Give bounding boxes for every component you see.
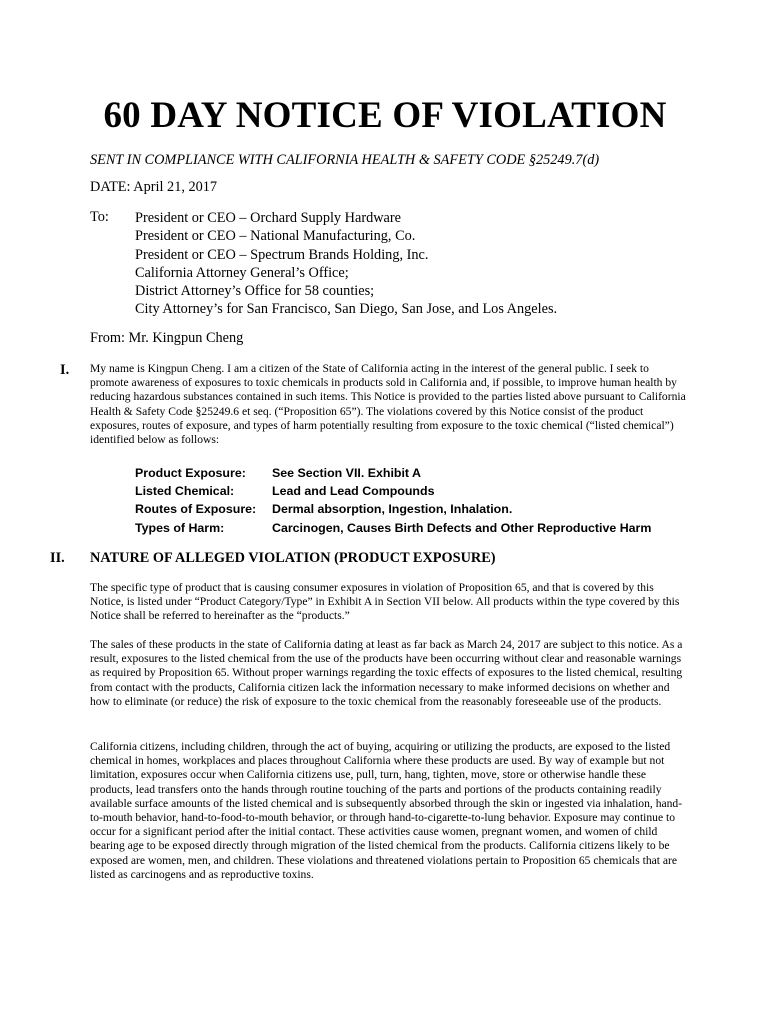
summary-value: Lead and Lead Compounds xyxy=(272,484,435,499)
section-1-number: I. xyxy=(60,362,70,378)
summary-key: Routes of Exposure: xyxy=(135,502,257,517)
summary-key: Product Exposure: xyxy=(135,466,246,480)
section-2-paragraph: The specific type of product that is causing consumer exposures in violation of Proposition 65, and that is covered by this Notice, is listed under “Product Category/Type” in Exhibit A in Section VII below. All products within the type covered by this Notice shall be referred to hereinafter as the “products.” xyxy=(90,581,680,623)
document-subtitle: SENT IN COMPLIANCE WITH CALIFORNIA HEALTH & SAFETY CODE §25249.7(d) xyxy=(90,152,600,168)
to-label: To: xyxy=(90,209,109,225)
summary-row xyxy=(135,519,651,537)
summary-row xyxy=(135,464,651,482)
summary-row xyxy=(135,482,651,500)
section-1-paragraph: My name is Kingpun Cheng. I am a citizen of the State of California acting in the interest of the general public. I seek to promote awareness of exposures to toxic chemicals in products sold in California and, if possible, to improve human health by reducing hazardous substances contained in such items. This Notice is provided to the parties listed above pursuant to California Health & Safety Code §25249.6 et seq. (“Proposition 65”). The violations covered by this Notice consist of the product exposures, routes of exposure, and types of harm potentially resulting from exposure to the toxic chemical (“listed chemical”) identified below as follows: xyxy=(90,362,686,447)
section-2-paragraph: The sales of these products in the state of California dating at least as far back as March 24, 2017 are subject to this notice. As a result, exposures to the listed chemical from the use of the products have been occurring without clear and reasonable warnings as required by Proposition 65. Without proper warnings regarding the toxic effects of exposures to the listed chemical, resulting from contact with the products, California citizen lack the information necessary to make informed decisions on whether and how to eliminate (or reduce) the risk of exposure to the toxic chemical from the reasonably foreseeable use of the products. xyxy=(90,638,683,708)
summary-value: See Section VII. Exhibit A xyxy=(272,466,421,480)
recipient-list xyxy=(135,209,557,319)
exposure-summary xyxy=(135,464,651,537)
section-2-heading: NATURE OF ALLEGED VIOLATION (PRODUCT EXPOSURE) xyxy=(90,550,496,566)
summary-value: Dermal absorption, Ingestion, Inhalation. xyxy=(272,502,513,517)
summary-key: Types of Harm: xyxy=(135,520,225,535)
recipient-item: District Attorney’s Office for 58 counties; xyxy=(135,283,375,300)
recipient-item: City Attorney’s for San Francisco, San Diego, San Jose, and Los Angeles. xyxy=(135,301,558,318)
summary-row xyxy=(135,500,651,518)
document-title: 60 DAY NOTICE OF VIOLATION xyxy=(103,95,667,136)
section-2-paragraph: California citizens, including children, through the act of buying, acquiring or utilizing the products, are exposed to the listed chemical in homes, workplaces and places throughout California where these products are used. By way of example but not limitation, exposures occur when California citizens use, pull, turn, hang, tighten, move, store or otherwise handle these products, lead transfers onto the hands through routine touching of the parts and portions of the products containing readily available surface amounts of the listed chemical and is subsequently absorbed through the skin or ingested via inhalation, hand-to-mouth behavior, hand-to-food-to-mouth behavior, or through hand-to-cigarette-to-lung behavior. Exposure may continue to occur for a significant period after the initial contact. These activities cause women, pregnant women, and women of child bearing age to be exposed directly through migration of the listed chemical from the products. California citizens likely to be exposed are women, men, and children. These violations and threatened violations pertain to Proposition 65 chemicals that are listed as carcinogens and as reproductive toxins. xyxy=(90,740,683,881)
summary-value: Carcinogen, Causes Birth Defects and Other Reproductive Harm xyxy=(272,520,652,535)
recipient-item: President or CEO – Orchard Supply Hardware xyxy=(135,210,402,226)
recipient-item: President or CEO – Spectrum Brands Holding, Inc. xyxy=(135,246,429,263)
section-2-number: II. xyxy=(50,550,65,566)
recipient-item: California Attorney General’s Office; xyxy=(135,264,349,281)
recipient-item: President or CEO – National Manufacturing, Co. xyxy=(135,228,416,245)
summary-key: Listed Chemical: xyxy=(135,484,235,499)
from-line: From: Mr. Kingpun Cheng xyxy=(90,330,244,346)
date-line: DATE: April 21, 2017 xyxy=(90,179,218,195)
